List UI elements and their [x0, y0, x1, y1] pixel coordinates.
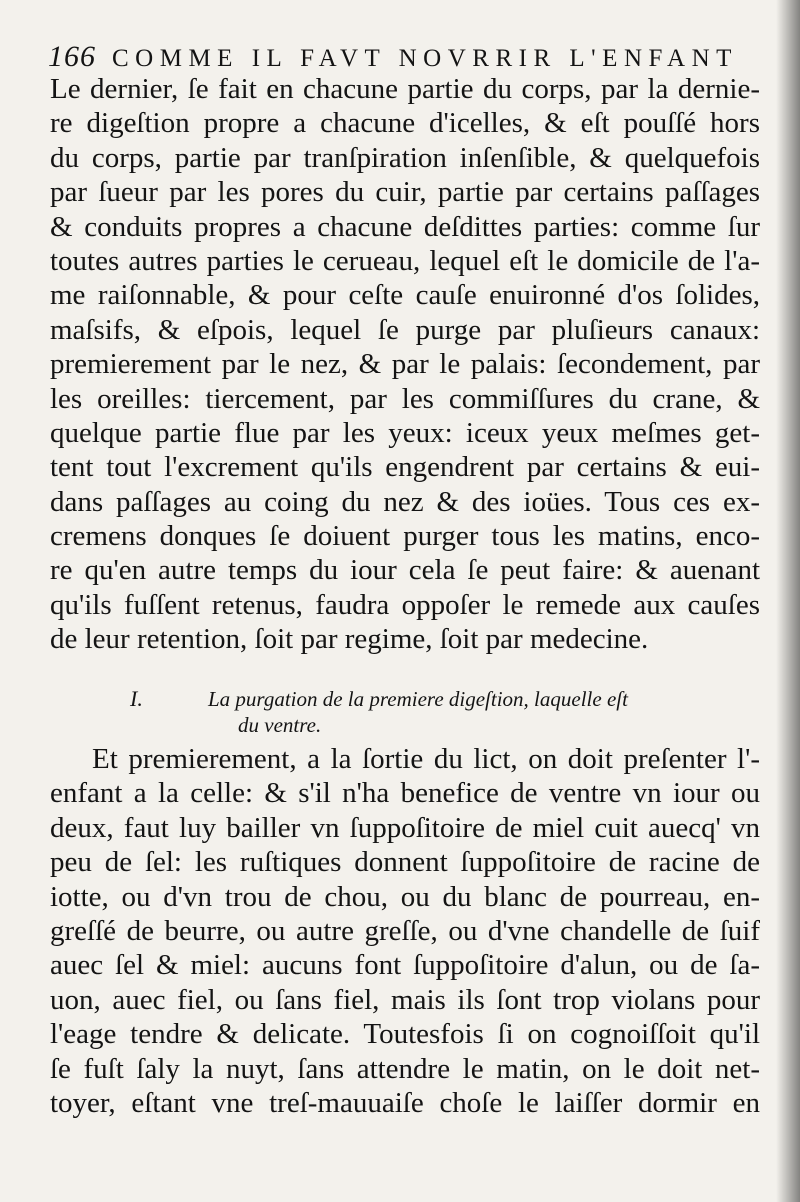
text-line: dans paſſages au coing du nez & des ioües. Tous ces ex-: [50, 485, 760, 518]
text-line: toutes autres parties le cerueau, lequel eſt le domicile de l'a-: [50, 244, 760, 277]
text-line: enfant a la celle: & s'il n'ha benefice de ventre vn iour ou: [50, 777, 760, 810]
subheading-line-1: La purgation de la premiere digeſtion, laquelle eſt: [208, 687, 628, 711]
text-line: premierement par le nez, & par le palais: ſecondement, par: [50, 348, 760, 381]
text-line: me raiſonnable, & pour ceſte cauſe enuironné d'os ſolides,: [50, 279, 760, 312]
text-line: cremens donques ſe doiuent purger tous les matins, enco-: [50, 520, 760, 553]
text-line: greſſé de beurre, ou autre greſſe, ou d'vne chandelle de ſuif: [50, 914, 760, 947]
text-line: re digeſtion propre a chacune d'icelles, & eſt pouſſé hors: [50, 107, 760, 140]
page-header: [48, 40, 748, 76]
text-line: deux, faut luy bailler vn ſuppoſitoire de miel cuit auecq' vn: [50, 811, 760, 844]
text-line: de leur retention, ſoit par regime, ſoit par medecine.: [50, 623, 649, 656]
text-line: maſsifs, & eſpois, lequel ſe purge par pluſieurs canaux:: [50, 313, 760, 346]
running-title: COMME IL FAVT NOVRRIR L'ENFANT: [112, 45, 738, 72]
text-line: Le dernier, ſe fait en chacune partie du corps, par la dernie-: [50, 73, 760, 105]
text-line: peu de ſel: les ruſtiques donnent ſuppoſitoire de racine de: [50, 846, 760, 879]
section-subheading: [130, 686, 730, 738]
text-line: du corps, partie par tranſpiration inſenſible, & quelquefois: [50, 141, 760, 174]
text-line: qu'ils fuſſent retenus, faudra oppoſer le remede aux cauſes: [50, 588, 760, 621]
paragraph-2: [50, 742, 760, 1120]
text-line: & conduits propres a chacune deſdittes parties: comme ſur: [50, 210, 760, 243]
text-line: re qu'en autre temps du iour cela ſe peut faire: & auenant: [50, 554, 760, 587]
page-number: 166: [48, 40, 96, 73]
text-line: Et premierement, a la ſortie du lict, on doit preſenter l'-: [92, 743, 760, 775]
text-line: l'eage tendre & delicate. Toutesfois ſi on cognoiſſoit qu'il: [50, 1018, 760, 1051]
text-line: ſe fuſt ſaly la nuyt, ſans attendre le matin, on le doit net-: [50, 1052, 760, 1085]
text-line: iotte, ou d'vn trou de chou, ou du blanc de pourreau, en-: [50, 880, 760, 913]
paragraph-1: [50, 72, 760, 657]
page-gutter-shadow: [776, 0, 800, 1202]
text-line: toyer, eſtant vne treſ-mauuaiſe choſe le laiſſer dormir en: [50, 1086, 760, 1119]
text-line: uon, auec fiel, ou ſans fiel, mais ils ſont trop violans pour: [50, 983, 760, 1016]
subheading-line-2: du ventre.: [238, 713, 322, 737]
text-line: les oreilles: tiercement, par les commiſſures du crane, &: [50, 382, 760, 415]
text-line: tent tout l'excrement qu'ils engendrent par certains & eui-: [50, 451, 760, 484]
section-number: I.: [130, 686, 143, 711]
text-line: par ſueur par les pores du cuir, partie par certains paſſages: [50, 176, 760, 209]
text-line: auec ſel & miel: aucuns font ſuppoſitoire d'alun, ou de ſa-: [50, 949, 760, 982]
text-line: quelque partie flue par les yeux: iceux yeux meſmes get-: [50, 416, 760, 449]
